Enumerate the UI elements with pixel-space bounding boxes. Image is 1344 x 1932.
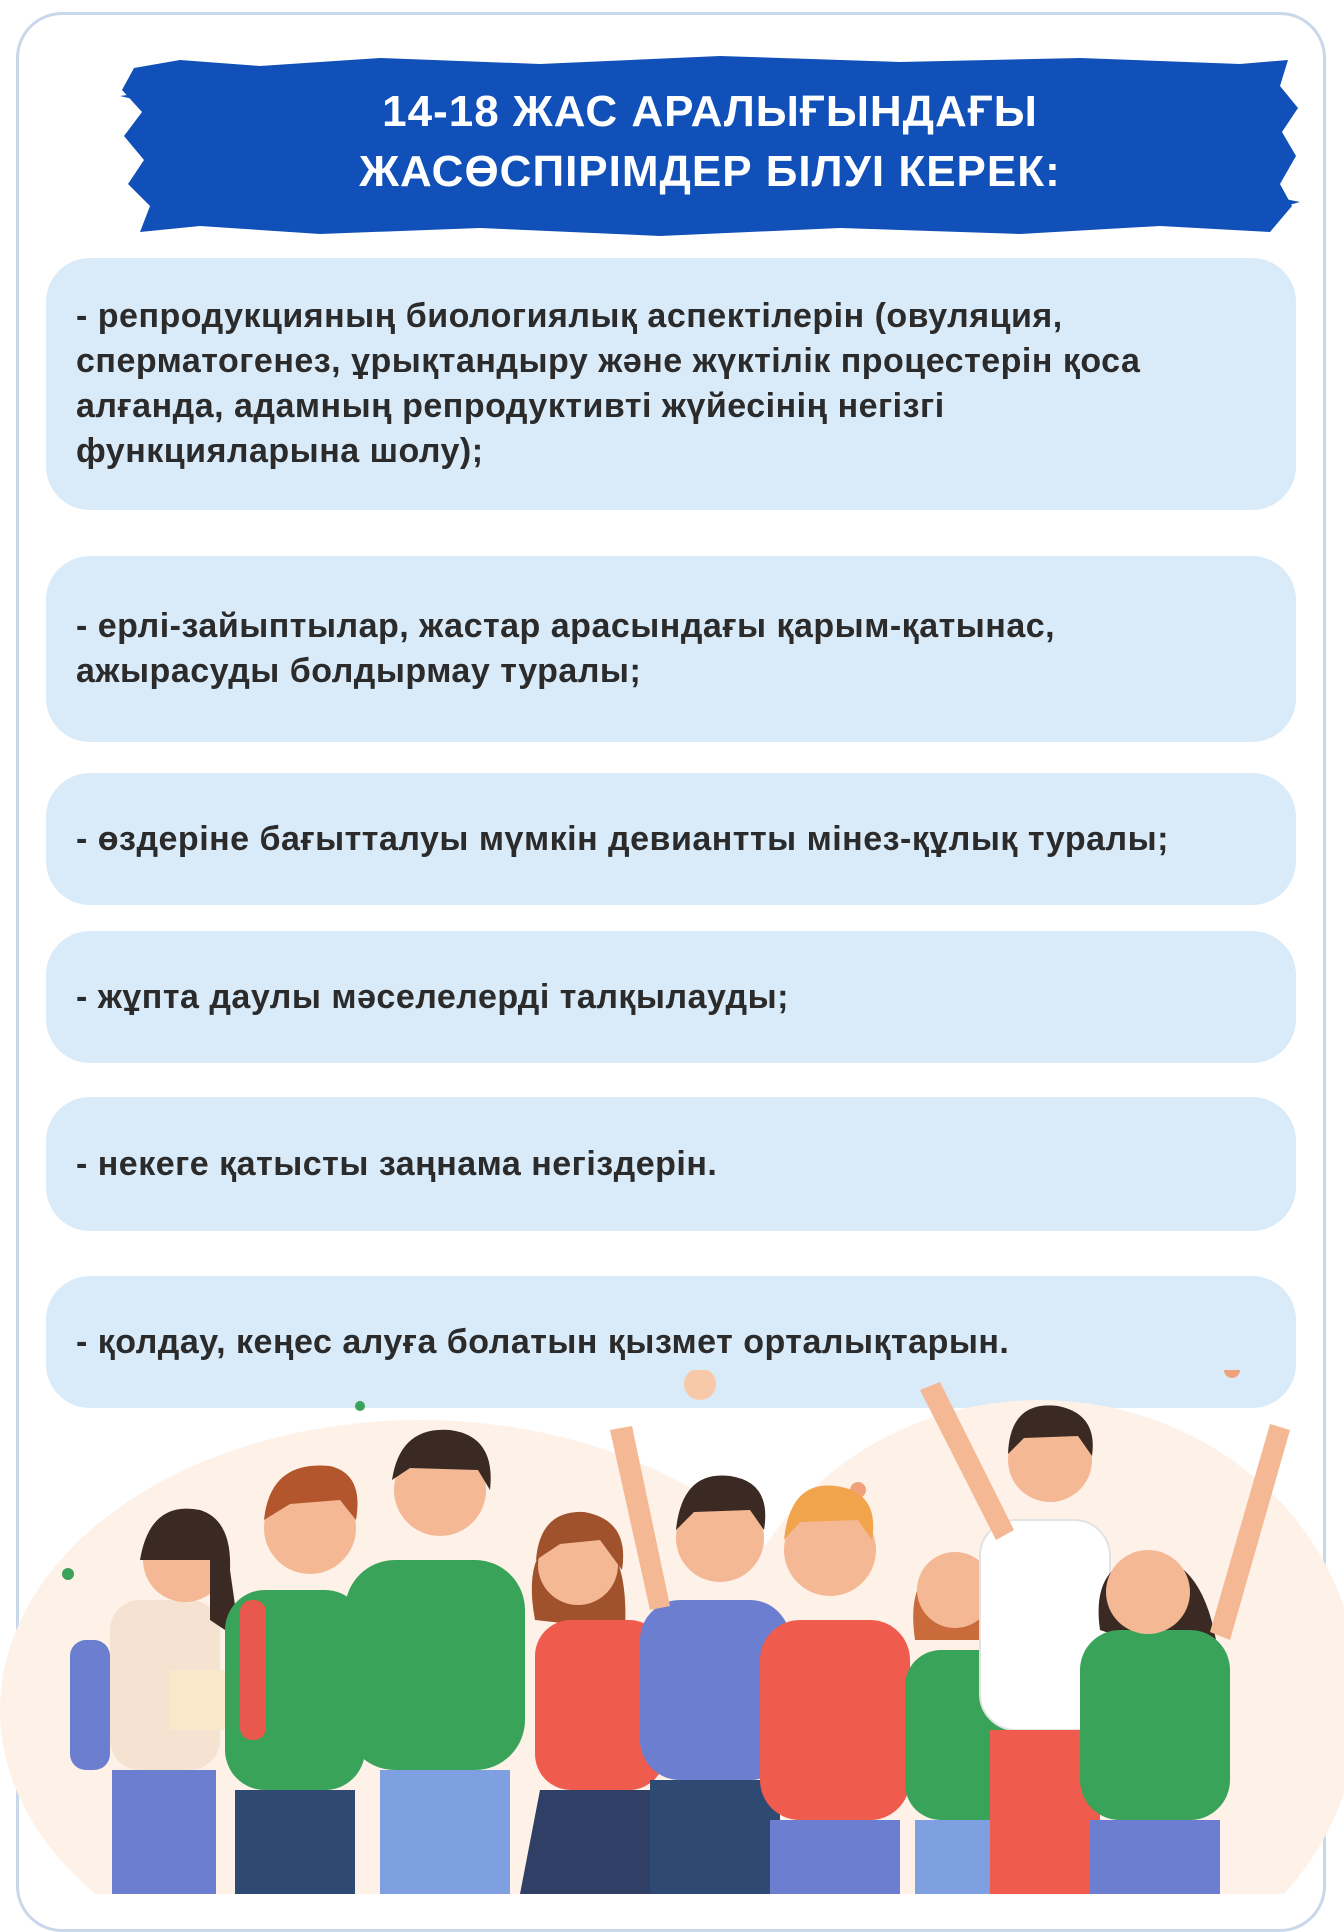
card-6-line-1: - қолдау, кеңес алуға болатын қызмет орталықтарын. [76, 1322, 1010, 1361]
info-card-5 [46, 1097, 1296, 1231]
info-card-3 [46, 773, 1296, 905]
title-banner [120, 56, 1300, 238]
title-line-1: 14-18 ЖАС АРАЛЫҒЫНДАҒЫ [382, 87, 1038, 136]
card-1-line-1: - репродукцияның биологиялық аспектілерін (овуляция, [76, 297, 1063, 335]
card-5-line-1: - некеге қатысты заңнама негіздерін. [76, 1144, 718, 1183]
card-1-line-3: алғанда, адамның репродуктивті жүйесінің негізгі [76, 387, 945, 425]
title-line-2: ЖАСӨСПІРІМДЕР БІЛУІ КЕРЕК: [359, 147, 1061, 196]
card-2-line-1: - ерлі-зайыптылар, жастар арасындағы қарым-қатынас, [76, 607, 1056, 645]
card-3-line-1: - өздеріне бағытталуы мүмкін девиантты мінез-құлық туралы; [76, 819, 1169, 858]
info-card-2 [46, 556, 1296, 742]
info-card-1 [46, 258, 1296, 510]
card-1-line-2: сперматогенез, ұрықтандыру және жүктілік процестерін қоса [76, 342, 1141, 380]
info-card-4 [46, 931, 1296, 1063]
group-of-teenagers-illustration [0, 1370, 1344, 1894]
page-title [120, 82, 1300, 202]
card-4-line-1: - жұпта даулы мәселелерді талқылауды; [76, 977, 789, 1016]
card-1-line-4: функцияларына шолу); [76, 432, 484, 470]
card-2-line-2: ажырасуды болдырмау туралы; [76, 652, 642, 690]
